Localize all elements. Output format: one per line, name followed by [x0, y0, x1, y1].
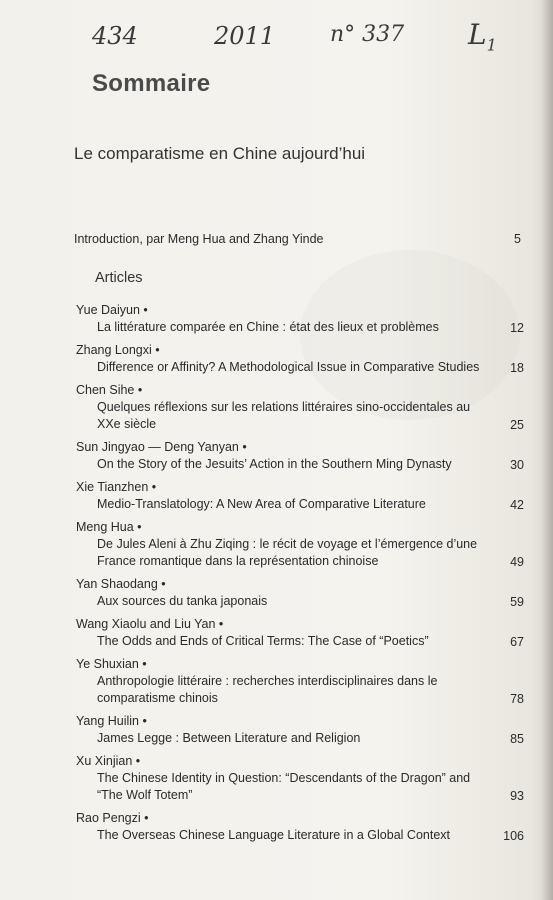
handwritten-note-3: n° 337 [330, 22, 405, 47]
toc-entry [76, 342, 524, 376]
toc-entry [76, 302, 524, 336]
toc-page-number: 106 [503, 829, 524, 843]
toc-title: Medio-Translatology: A New Area of Comparative Literature [97, 497, 426, 511]
handwritten-note-4-letter: L [468, 18, 487, 51]
handwritten-note-4 [468, 18, 497, 55]
introduction-line [74, 232, 520, 246]
toc-title: James Legge : Between Literature and Religion [97, 731, 361, 745]
toc-author: Xie Tianzhen • [76, 480, 157, 494]
toc-entry [76, 753, 524, 804]
toc-page-number: 18 [510, 361, 524, 375]
toc-author: Rao Pengzi • [76, 811, 149, 825]
toc-page-number: 67 [510, 635, 524, 649]
toc-page-number: 25 [510, 418, 524, 432]
handwritten-note-1: 434 [92, 22, 138, 50]
toc-entry [76, 576, 524, 610]
toc-page-number: 30 [510, 458, 524, 472]
page-edge-shadow [541, 0, 553, 900]
toc-entry [76, 519, 524, 570]
toc-author: Ye Shuxian • [76, 657, 147, 671]
toc-entry [76, 713, 524, 747]
toc-page-number: 49 [510, 555, 524, 569]
section-heading: Articles [95, 270, 143, 286]
toc-list [76, 302, 524, 850]
toc-title: Quelques réflexions sur les relations littéraires sino-occidentales au XXe siècle [97, 400, 471, 431]
issue-subtitle: Le comparatisme en Chine aujourd’hui [74, 144, 366, 163]
toc-title: Aux sources du tanka japonais [97, 594, 268, 608]
toc-page-number: 42 [510, 498, 524, 512]
toc-author: Xu Xinjian • [76, 754, 141, 768]
toc-entry [76, 439, 524, 473]
toc-page-number: 85 [510, 732, 524, 746]
toc-page-number: 93 [510, 789, 524, 803]
toc-author: Zhang Longxi • [76, 343, 160, 357]
toc-author: Sun Jingyao — Deng Yanyan • [76, 440, 247, 454]
toc-entry [76, 616, 524, 650]
toc-author: Yue Daiyun • [76, 303, 148, 317]
toc-title: Anthropologie littéraire : recherches interdisciplinaires dans le comparatisme chinois [97, 674, 438, 705]
toc-author: Chen Sihe • [76, 383, 143, 397]
page-title: Sommaire [92, 70, 211, 97]
toc-page-number: 78 [510, 692, 524, 706]
handwritten-note-4-sub: 1 [486, 35, 497, 55]
toc-title: On the Story of the Jesuits’ Action in the Southern Ming Dynasty [97, 457, 452, 471]
toc-author: Yan Shaodang • [76, 577, 166, 591]
handwritten-note-2: 2011 [214, 22, 276, 50]
toc-page-number: 59 [510, 595, 524, 609]
introduction-page: 5 [514, 232, 521, 246]
toc-title: La littérature comparée en Chine : état des lieux et problèmes [97, 320, 439, 334]
toc-title: De Jules Aleni à Zhu Ziqing : le récit de voyage et l’émergence d’une France romantique dans la représentation chinoise [97, 537, 478, 568]
toc-title: The Chinese Identity in Question: “Descendants of the Dragon” and “The Wolf Totem” [97, 771, 471, 802]
toc-title: The Overseas Chinese Language Literature in a Global Context [97, 828, 450, 842]
toc-entry [76, 479, 524, 513]
toc-page-number: 12 [510, 321, 524, 335]
toc-entry [76, 656, 524, 707]
toc-title: The Odds and Ends of Critical Terms: The Case of “Poetics” [97, 634, 429, 648]
toc-author: Meng Hua • [76, 520, 142, 534]
toc-author: Yang Huilin • [76, 714, 147, 728]
introduction-text: Introduction, par Meng Hua and Zhang Yinde [74, 232, 324, 246]
toc-title: Difference or Affinity? A Methodological Issue in Comparative Studies [97, 360, 480, 374]
toc-author: Wang Xiaolu and Liu Yan • [76, 617, 224, 631]
toc-entry [76, 810, 524, 844]
toc-entry [76, 382, 524, 433]
